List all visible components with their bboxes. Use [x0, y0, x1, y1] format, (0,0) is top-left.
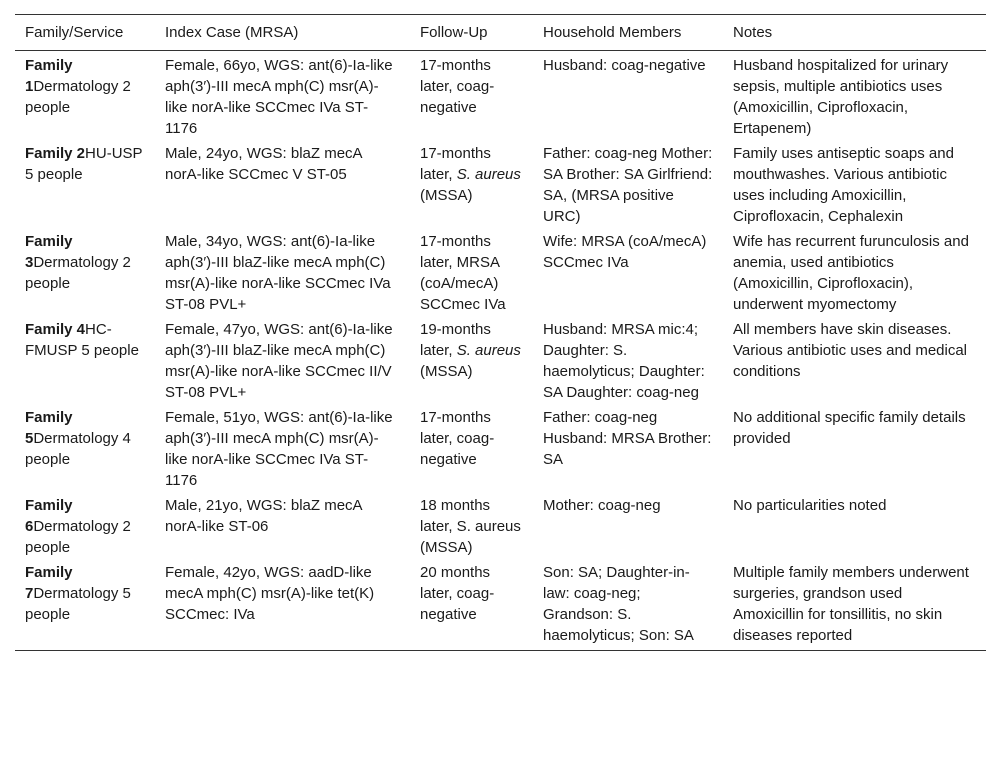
table-row [15, 493, 986, 560]
table-container [15, 14, 986, 651]
family-label: Family 7 [25, 564, 73, 602]
notes-cell: Multiple family members underwent surgeries, grandson used Amoxicillin for tonsillitis, no skin diseases reported [723, 560, 986, 651]
table-row [15, 560, 986, 651]
notes-cell: All members have skin diseases. Various antibiotic uses and medical conditions [733, 321, 968, 380]
household-cell: Husband: MRSA mic:4; Daughter: S. haemolyticus; Daughter: SA Daughter: coag-neg [543, 321, 705, 401]
service-label: Dermatology 4 people [25, 430, 131, 468]
table-row [15, 51, 986, 142]
index-case-cell: Male, 21yo, WGS: blaZ mecA norA-like ST-06 [165, 497, 362, 535]
follow-up-text: 19-months later, [420, 321, 491, 359]
family-label: Family 5 [25, 409, 73, 447]
notes-cell: Wife has recurrent furunculosis and anemia, used antibiotics (Amoxicillin, Ciprofloxacin), underwent myomectomy [733, 233, 969, 313]
household-cell: Father: coag-neg Mother: SA Brother: SA Girlfriend: SA, (MRSA positive URC) [543, 145, 713, 225]
header-notes: Notes [723, 15, 986, 51]
family-service-cell [15, 229, 155, 317]
household-cell: Wife: MRSA (coA/mecA) SCCmec IVa [543, 233, 707, 271]
family-service-cell [15, 141, 155, 229]
notes-cell: No particularities noted [733, 497, 887, 514]
index-case-cell: Male, 34yo, WGS: ant(6)-Ia-like aph(3′)-III blaZ-like mecA mph(C) msr(A)-like norA-like SCCmec IVa ST-08 PVL+ [165, 233, 391, 313]
follow-up-suffix: (MSSA) [420, 187, 473, 204]
family-mrsa-table [15, 14, 986, 651]
service-label: Dermatology 5 people [25, 585, 131, 623]
family-label: Family 6 [25, 497, 73, 535]
organism-name: S. aureus [456, 166, 521, 183]
follow-up-cell [410, 141, 533, 229]
notes-cell: No additional specific family details provided [733, 409, 966, 447]
household-cell: Son: SA; Daughter-in-law: coag-neg; Grandson: S. haemolyticus; Son: SA [533, 560, 723, 651]
family-label: Family 4 [25, 321, 86, 338]
notes-cell: Family uses antiseptic soaps and mouthwashes. Various antibiotic uses including Amoxicillin, Ciprofloxacin, Cephalexin [733, 145, 954, 225]
family-label: Family 1 [25, 57, 73, 95]
header-household-members: Household Members [533, 15, 723, 51]
family-service-cell [15, 560, 155, 651]
follow-up-cell: 17-months later, coag-negative [420, 57, 495, 116]
family-label: Family 3 [25, 233, 73, 271]
index-case-cell: Female, 42yo, WGS: aadD-like mecA mph(C) msr(A)-like tet(K) SCCmec: IVa [155, 560, 410, 651]
follow-up-cell: 18 months later, S. aureus (MSSA) [420, 497, 521, 556]
family-service-cell [15, 317, 155, 405]
service-label: Dermatology 2 people [25, 254, 131, 292]
table-row [15, 141, 986, 229]
follow-up-text: 17-months later, [420, 145, 491, 183]
index-case-cell: Male, 24yo, WGS: blaZ mecA norA-like SCCmec V ST-05 [165, 145, 362, 183]
table-row [15, 317, 986, 405]
family-service-cell [15, 405, 155, 493]
notes-cell: Husband hospitalized for urinary sepsis, multiple antibiotics uses (Amoxicillin, Ciprofloxacin, Ertapenem) [733, 57, 949, 137]
follow-up-suffix: (MSSA) [420, 363, 473, 380]
header-follow-up: Follow-Up [410, 15, 533, 51]
table-row [15, 405, 986, 493]
family-service-cell [15, 51, 155, 142]
header-index-case: Index Case (MRSA) [155, 15, 410, 51]
household-cell: Husband: coag-negative [543, 57, 706, 74]
service-label: Dermatology 2 people [25, 78, 131, 116]
service-label: HC-FMUSP 5 people [25, 321, 139, 359]
follow-up-cell: 17-months later, MRSA (coA/mecA) SCCmec IVa [420, 233, 506, 313]
household-cell: Father: coag-neg Husband: MRSA Brother: SA [543, 409, 712, 468]
family-label: Family 2 [25, 145, 86, 162]
household-cell: Mother: coag-neg [543, 497, 661, 514]
index-case-cell: Female, 47yo, WGS: ant(6)-Ia-like aph(3′)-III blaZ-like mecA mph(C) msr(A)-like norA-like SCCmec II/V ST-08 PVL+ [165, 321, 393, 401]
service-label: Dermatology 2 people [25, 518, 131, 556]
family-service-cell [15, 493, 155, 560]
table-row [15, 229, 986, 317]
service-label: HU-USP 5 people [25, 145, 143, 183]
follow-up-cell: 17-months later, coag-negative [420, 409, 495, 468]
organism-name: S. aureus [456, 342, 521, 359]
index-case-cell: Female, 66yo, WGS: ant(6)-Ia-like aph(3′)-III mecA mph(C) msr(A)-like norA-like SCCmec IVa ST-1176 [165, 57, 393, 137]
table-header-row [15, 15, 986, 51]
follow-up-cell [410, 317, 533, 405]
header-family-service: Family/Service [15, 15, 155, 51]
index-case-cell: Female, 51yo, WGS: ant(6)-Ia-like aph(3′)-III mecA mph(C) msr(A)-like norA-like SCCmec IVa ST-1176 [165, 409, 393, 489]
follow-up-cell: 20 months later, coag-negative [410, 560, 533, 651]
